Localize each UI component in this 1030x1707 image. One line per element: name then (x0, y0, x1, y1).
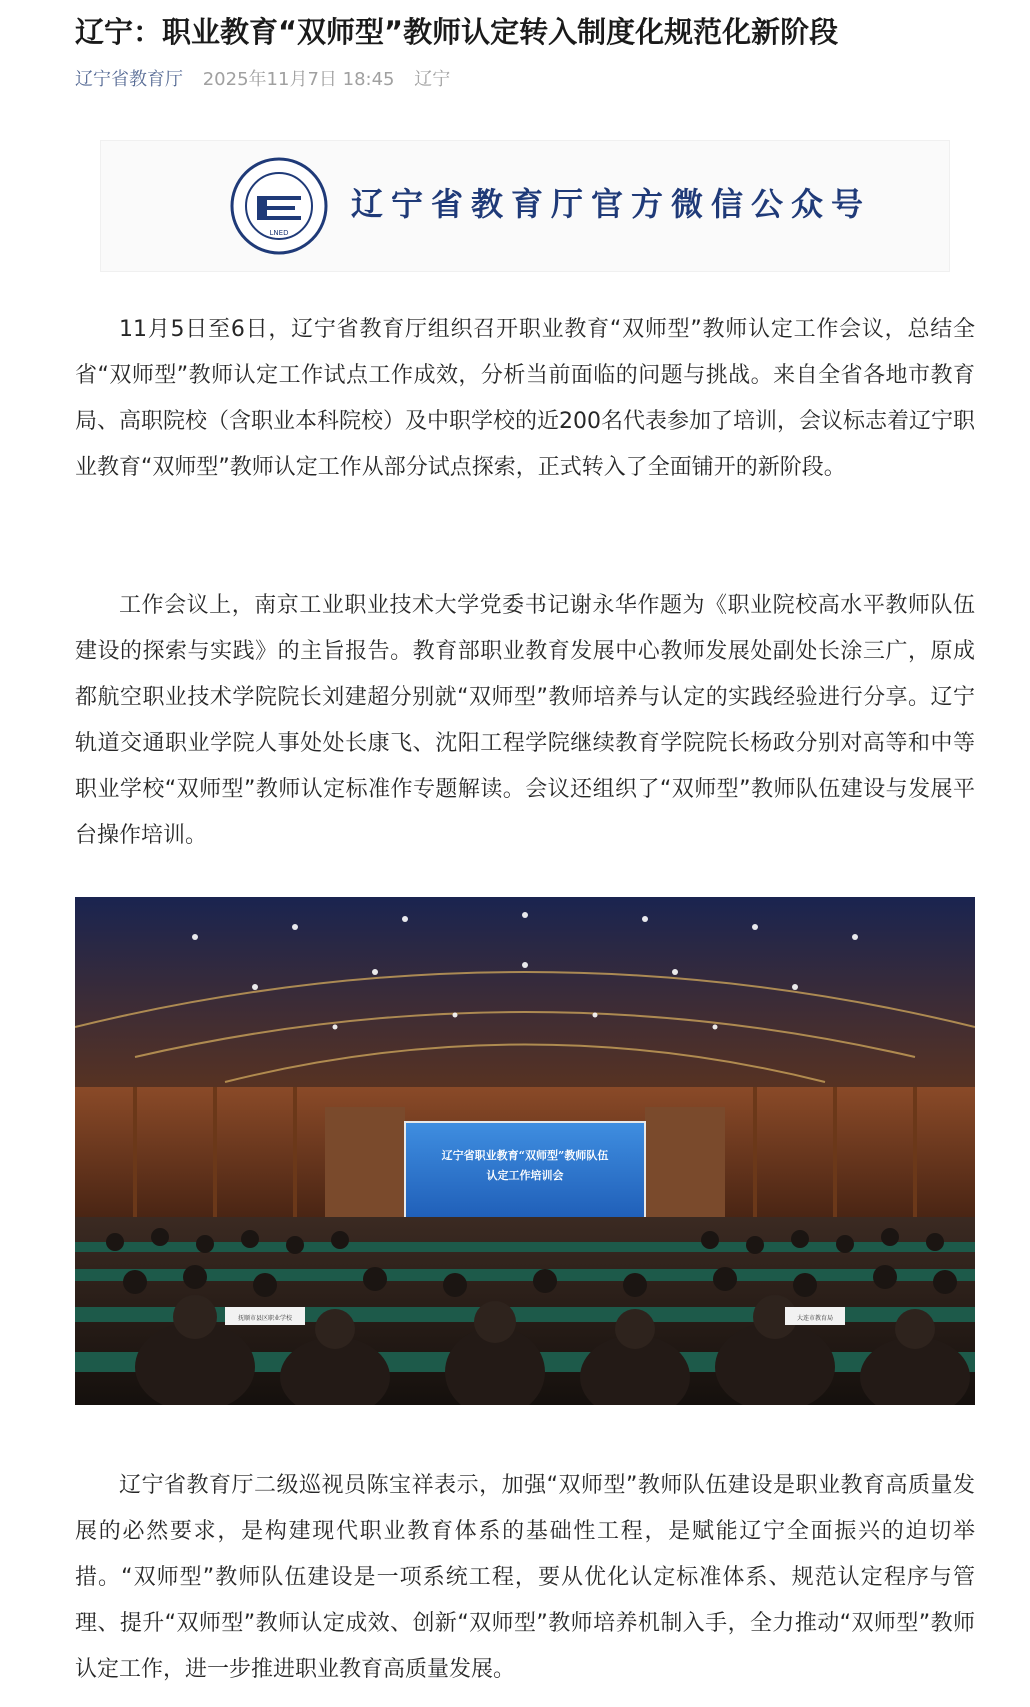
logo-caption: LNED (269, 229, 289, 237)
paragraph-3: 辽宁省教育厅二级巡视员陈宝祥表示，加强“双师型”教师队伍建设是职业教育高质量发展的必然要求，是构建现代职业教育体系的基础性工程，是赋能辽宁全面振兴的迫切举措。“双师型”教师队伍建设是一项系统工程，要从优化认定标准体系、规范认定程序与管理、提升“双师型”教师认定成效、创新“双师型”教师培养机制入手，全力推动“双师型”教师认定工作，进一步推进职业教育高质量发展。 (75, 1473, 975, 1682)
article-meta (75, 66, 450, 94)
author-link[interactable]: 辽宁省教育厅 (75, 69, 183, 90)
screen-line-1: 辽宁省职业教育“双师型”教师队伍 (441, 1149, 609, 1162)
paragraph-1: 11月5日至6日，辽宁省教育厅组织召开职业教育“双师型”教师认定工作会议，总结全省“双师型”教师认定工作试点工作成效，分析当前面临的问题与挑战。来自全省各地市教育局、高职院校（含职业本科院校）及中职学校的近200名代表参加了培训，会议标志着辽宁职业教育“双师型”教师认定工作从部分试点探索，正式转入了全面铺开的新阶段。 (75, 317, 975, 480)
lned-logo-icon (229, 156, 329, 256)
desk-sign-left: 抚顺市县区职业学校 (237, 1315, 293, 1322)
screen-line-2: 认定工作培训会 (486, 1169, 564, 1182)
paragraph-2: 工作会议上，南京工业职业技术大学党委书记谢永华作题为《职业院校高水平教师队伍建设的探索与实践》的主旨报告。教育部职业教育发展中心教师发展处副处长涂三广，原成都航空职业技术学院院长刘建超分别就“双师型”教师培养与认定的实践经验进行分享。辽宁轨道交通职业学院人事处处长康飞、沈阳工程学院继续教育学院院长杨政分别对高等和中等职业学校“双师型”教师认定标准作专题解读。会议还组织了“双师型”教师队伍建设与发展平台操作培训。 (75, 593, 975, 848)
banner-title: 辽宁省教育厅官方微信公众号 (351, 185, 872, 223)
publish-location: 辽宁 (414, 69, 451, 90)
article-title: 辽宁：职业教育“双师型”教师认定转入制度化规范化新阶段 (75, 15, 839, 49)
conference-photo (75, 897, 975, 1405)
desk-sign-right: 大连市教育局 (796, 1315, 834, 1322)
account-banner (100, 140, 950, 272)
publish-time: 2025年11月7日 18:45 (202, 69, 395, 90)
